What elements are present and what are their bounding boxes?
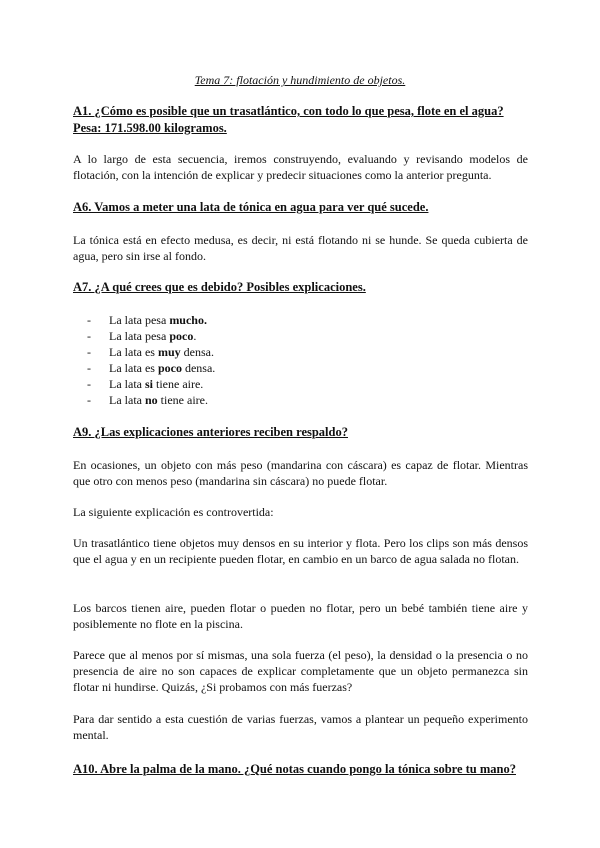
- list-item-tail: tiene aire.: [153, 377, 204, 391]
- list-item: [87, 360, 215, 376]
- list-item-tail: densa.: [181, 361, 216, 375]
- paragraph-a9-5: Parece que al menos por sí mismas, una sola fuerza (el peso), la densidad o la presencia o no presencia de aire no son capaces de explicar completamente que un objeto permanezca sin flotar ni hundirse. Quizás, ¿Si probamos con más fuerzas?: [73, 648, 528, 694]
- list-dash: -: [87, 361, 91, 375]
- list-dash: -: [87, 313, 91, 327]
- list-item-text: La lata pesa: [109, 313, 170, 327]
- list-item-text: La lata pesa: [109, 329, 170, 343]
- paragraph-a9-1: En ocasiones, un objeto con más peso (mandarina con cáscara) es capaz de flotar. Mientras que otro con menos peso (mandarina sin cáscara) no puede flotar.: [73, 458, 528, 488]
- list-item: [87, 376, 215, 392]
- paragraph-a9-2: La siguiente explicación es controvertida:: [73, 505, 274, 519]
- heading-a7: A7. ¿A qué crees que es debido? Posibles explicaciones.: [73, 280, 366, 294]
- list-dash: -: [87, 345, 91, 359]
- list-item-bold: si: [144, 377, 153, 391]
- list-dash: -: [87, 329, 91, 343]
- page-title: Tema 7: flotación y hundimiento de objetos.: [194, 73, 406, 87]
- list-item-text: La lata es: [109, 361, 158, 375]
- heading-a6: A6. Vamos a meter una lata de tónica en agua para ver qué sucede.: [73, 200, 429, 214]
- paragraph-a9-4: Los barcos tienen aire, pueden flotar o pueden no flotar, pero un bebé también tiene aire y posiblemente no flote en la piscina.: [73, 601, 528, 631]
- paragraph-a1: A lo largo de esta secuencia, iremos construyendo, evaluando y revisando modelos de flotación, con la intención de explicar y predecir situaciones como la anterior pregunta.: [73, 152, 528, 182]
- heading-a1: A1. ¿Cómo es posible que un trasatlántico, con todo lo que pesa, flote en el agua? Pesa: 171.598.00 kilogramos.: [73, 104, 504, 135]
- list-item-bold: no: [144, 393, 158, 407]
- list-item-text: La lata: [109, 393, 145, 407]
- paragraph-a9-3: Un trasatlántico tiene objetos muy densos en su interior y flota. Pero los clips son más densos que el agua y en un recipiente pueden flotar, en cambio en un barco de agua salada no flotan.: [73, 536, 528, 566]
- heading-a10: A10. Abre la palma de la mano. ¿Qué notas cuando pongo la tónica sobre tu mano?: [73, 762, 516, 776]
- paragraph-a9-6: Para dar sentido a esta cuestión de varias fuerzas, vamos a plantear un pequeño experimento mental.: [73, 712, 528, 742]
- list-item-tail: densa.: [180, 345, 214, 359]
- list-item-bold: poco: [169, 329, 194, 343]
- list-item-bold: mucho.: [169, 313, 207, 327]
- list-dash: -: [87, 393, 91, 407]
- list-item-text: La lata: [109, 377, 145, 391]
- list-item-text: La lata es: [109, 345, 158, 359]
- list-item-tail: tiene aire.: [157, 393, 208, 407]
- list-item-tail: .: [193, 329, 197, 343]
- list-item-bold: muy: [157, 345, 181, 359]
- list-dash: -: [87, 377, 91, 391]
- explanations-list: [87, 312, 215, 408]
- list-item: [87, 344, 215, 360]
- list-item: [87, 328, 215, 344]
- list-item: [87, 312, 215, 328]
- list-item-bold: poco: [157, 361, 182, 375]
- heading-a9: A9. ¿Las explicaciones anteriores reciben respaldo?: [73, 425, 348, 439]
- paragraph-a6: La tónica está en efecto medusa, es decir, ni está flotando ni se hunde. Se queda cubierta de agua, pero sin irse al fondo.: [73, 233, 528, 263]
- list-item: [87, 392, 215, 408]
